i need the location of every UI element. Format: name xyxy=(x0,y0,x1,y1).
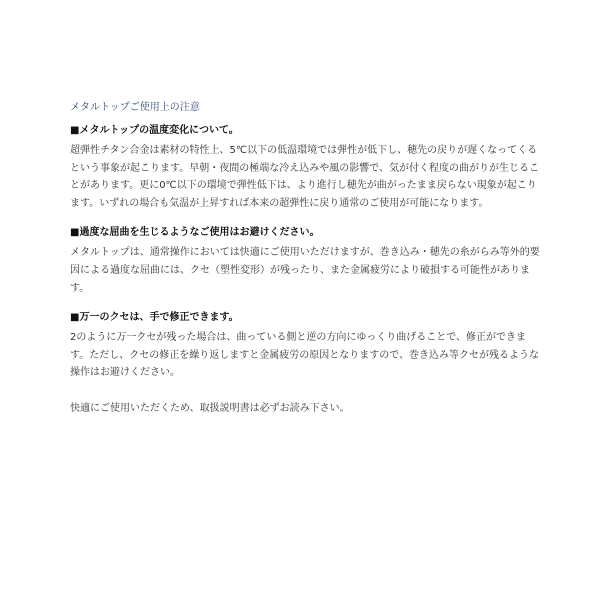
body-line: す。ただし、クセの修正を繰り返しますと金属疲労の原因となりますので、巻き込み等クセが残るような xyxy=(70,349,539,361)
document xyxy=(70,101,545,416)
body-line: 超弾性チタン合金は素材の特性上、5℃以下の低温環境では弾性が低下し、穂先の戻りが遅くなってくる xyxy=(70,145,538,156)
section-correction xyxy=(70,311,545,382)
body-line: す。 xyxy=(70,282,90,294)
body-line: 2のように万一クセが残った場合は、曲っている側と逆の方向にゆっくり曲げることで、修正ができま xyxy=(70,332,527,344)
body-line: メタルトップは、通常操作においては快適にご使用いただけますが、巻き込み・穂先の糸がらみ等外的要 xyxy=(70,247,540,259)
body-line: という事象が起こります。早朝・夜間の極端な冷え込みや風の影響で、気が付く程度の曲がりが生じるこ xyxy=(70,162,539,174)
section-heading: ■万一のクセは、手で修正できます。 xyxy=(70,312,239,324)
section-body xyxy=(70,244,545,297)
document-title: メタルトップご使用上の注意 xyxy=(70,102,200,113)
closing-note: 快適にご使用いただくため、取扱説明書は必ずお読み下さい。 xyxy=(70,402,350,414)
section-heading: ■過度な屈曲を生じるようなご使用はお避けください。 xyxy=(70,227,320,239)
section-heading: ■メタルトップの温度変化について。 xyxy=(70,125,239,136)
body-line: 操作はお避けください。 xyxy=(70,367,180,379)
body-line: ます。いずれの場合も気温が上昇すれば本来の超弾性に戻り通常のご使用が可能になります。 xyxy=(70,197,489,209)
section-temperature xyxy=(70,124,545,212)
section-body xyxy=(70,329,545,382)
body-line: 因による過度な屈曲には、クセ（塑性変形）が残ったり、また金属疲労により破損する可能性がありま xyxy=(70,264,530,276)
body-line: とがあります。更に0℃以下の環境で弾性低下は、より進行し穂先が曲がったまま戻らない現象が起こり xyxy=(70,180,537,192)
section-bending xyxy=(70,226,545,297)
section-body xyxy=(70,142,545,212)
